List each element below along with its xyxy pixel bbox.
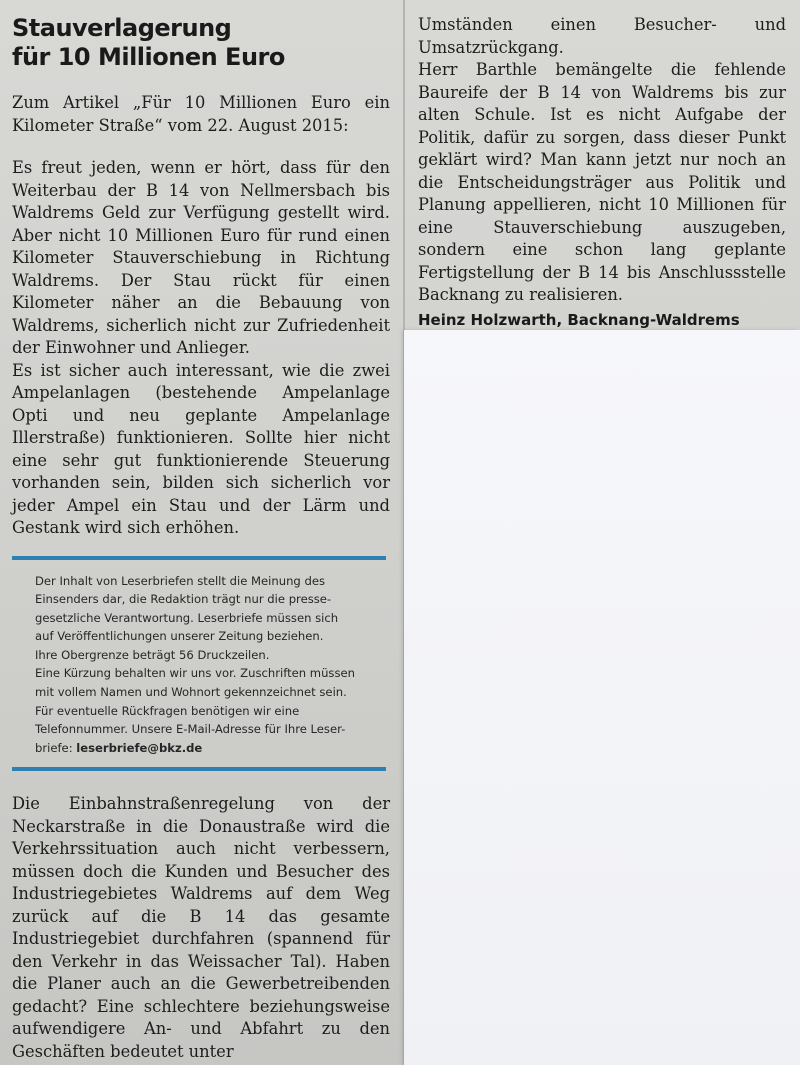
paragraph-5: Herr Barthle bemängelte die fehlende Baureife der B 14 von Waldrems bis zur alten Schule. Ist es nicht Aufgabe der Politik, dafür zu sorgen, dass dieser Punkt geklärt wird? Man kann jetzt nur noch an die Entscheidungsträger aus Politik und Planung appellieren, nicht 10 Millionen für eine Stauverschiebung auszugeben, sondern eine schon lang geplante Fertigstellung der B 14 bis Anschlussstelle Backnang zu realisieren.: [418, 60, 786, 304]
email-prefix: briefe:: [35, 740, 77, 755]
headline-line-1: Stauverlagerung: [12, 14, 232, 42]
paragraph-4: Umständen einen Besucher- und Umsatzrückgang.: [418, 15, 786, 57]
paragraph-2: Es ist sicher auch interessant, wie die zwei Ampelanlagen (bestehende Ampelanlage Opti und neu geplante Ampelanlage Illerstraße) funktionieren. Sollte hier nicht eine sehr gut funktionierende Steuerung vorhanden sein, bilden sich sicherlich vor jeder Ampel ein Stau und der Lärm und Gestank wird sich erhöhen.: [12, 360, 390, 537]
notice-line: Telefonnummer. Unsere E-Mail-Adresse für Ihre Leser-: [35, 722, 346, 737]
left-column: [12, 14, 390, 1063]
paragraph-1: Es freut jeden, wenn er hört, dass für den Weiterbau der B 14 von Nellmersbach bis Waldrems Geld zur Verfügung gestellt wird. Aber nicht 10 Millionen Euro für rund einen Kilometer Stauverschiebung in Richtung Waldrems. Der Stau rückt für einen Kilometer näher an die Bebauung von Waldrems, sicherlich nicht zur Zufriedenheit der Einwohner und Anlieger.: [12, 158, 390, 357]
notice-line: Für eventuelle Rückfragen benötigen wir eine: [35, 703, 300, 718]
email-address[interactable]: leserbriefe@bkz.de: [76, 740, 203, 755]
notice-line: Ihre Obergrenze beträgt 56 Druckzeilen.: [35, 647, 270, 662]
notice-line: Der Inhalt von Leserbriefen stellt die Meinung des: [35, 573, 325, 588]
notice-line-email: [35, 739, 375, 758]
divider-top: [12, 556, 386, 560]
headline: [12, 14, 390, 72]
article-intro: Zum Artikel „Für 10 Millionen Euro ein Kilometer Straße“ vom 22. August 2015:: [12, 93, 390, 135]
headline-line-2: für 10 Millionen Euro: [12, 43, 285, 71]
right-column: [418, 14, 786, 330]
notice-line: Eine Kürzung behalten wir uns vor. Zuschriften müssen: [35, 666, 355, 681]
notice-line: Einsenders dar, die Redaktion trägt nur die presse-: [35, 592, 332, 607]
paragraph-3: Die Einbahnstraßenregelung von der Neckarstraße in die Donaustraße wird die Verkehrssituation auch nicht verbessern, müssen doch die Kunden und Besucher des Industriegebietes Waldrems auf dem Weg zurück auf die B 14 das gesamte Industriegebiet durchfahren (spannend für den Verkehr in das Weissacher Tal). Haben die Planer auch an die Gewerbetreibenden gedacht? Eine schlechtere beziehungsweise aufwendigere An- und Abfahrt zu den Geschäften bedeutet unter: [12, 794, 390, 1061]
author-signature: Heinz Holzwarth, Backnang-Waldrems: [418, 310, 740, 329]
reader-letter-notice: [35, 572, 375, 758]
notice-line: gesetzliche Verantwortung. Leserbriefe müssen sich: [35, 610, 339, 625]
notice-line: mit vollem Namen und Wohnort gekennzeichnet sein.: [35, 685, 347, 700]
blank-cover-sheet: [404, 330, 800, 1065]
notice-line: auf Veröffentlichungen unserer Zeitung beziehen.: [35, 629, 324, 644]
divider-bottom: [12, 767, 386, 771]
